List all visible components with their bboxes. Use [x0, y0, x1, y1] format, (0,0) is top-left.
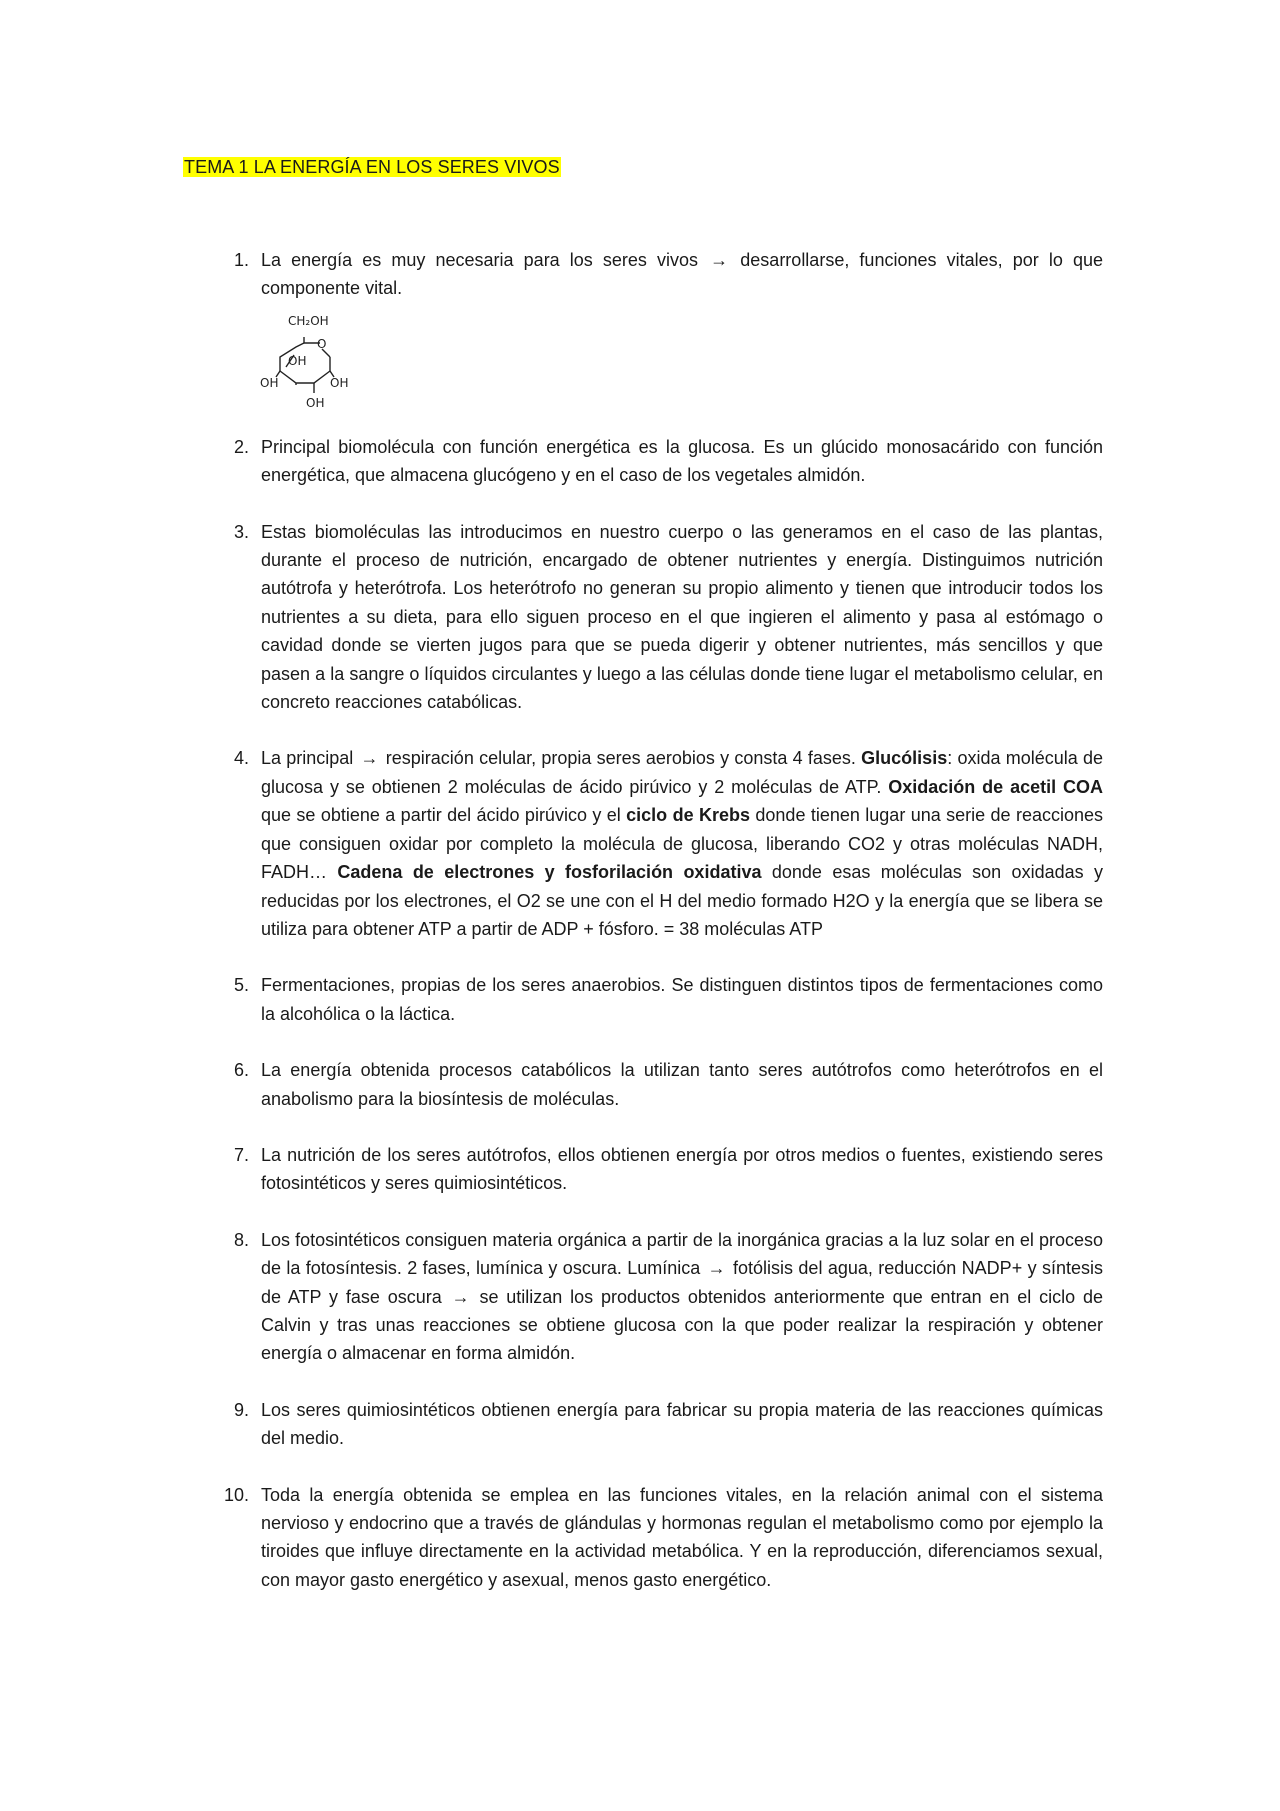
document-title [183, 156, 561, 178]
list-item-3 [183, 518, 1103, 717]
list-item-1 [183, 246, 1103, 419]
item-text-part: fotólisis del agua, reducción NADP+ y síntesis de ATP y fase oscura [261, 1258, 1103, 1307]
item-number: 6. [233, 1060, 249, 1081]
item-text: Fermentaciones, propias de los seres anaerobios. Se distinguen distintos tipos de fermentaciones como la alcohólica o la láctica. [261, 975, 1103, 1024]
left-oh-label: OH [260, 375, 279, 390]
item-text-part: donde tienen lugar una serie de reacciones que consiguen oxidar por completo la molécula de glucosa, liberando CO2 y otras moléculas NADH, FADH… [261, 805, 1104, 883]
list-item-6 [183, 1056, 1103, 1113]
item-text-part: desarrollarse, funciones vitales, por lo que componente vital. [261, 250, 1103, 299]
item-text: Principal biomolécula con función energética es la glucosa. Es un glúcido monosacárido con función energética, que almacena glucógeno y en el caso de los vegetales almidón. [261, 436, 1103, 486]
item-text-part: donde esas moléculas son oxidadas y reducidas por los electrones, el O2 se une con el H del medio formado H2O y la energía que se libera se utiliza para obtener ATP a partir de ADP + fósforo. = 38 moléculas ATP [261, 862, 1104, 939]
item-text: La nutrición de los seres autótrofos, ellos obtienen energía por otros medios o fuentes, existiendo seres fotosintéticos y seres quimiosintéticos. [261, 1144, 1103, 1194]
bold-term-glucolisis: Glucólisis [861, 748, 948, 769]
item-number: 5. [233, 975, 249, 996]
item-number: 9. [233, 1399, 249, 1420]
item-number: 1. [233, 250, 249, 270]
list-item-9 [183, 1396, 1103, 1453]
item-text: La energía obtenida procesos catabólicos la utilizan tanto seres autótrofos como heterótrofos en el anabolismo para la biosíntesis de moléculas. [261, 1060, 1103, 1109]
item-text-part: respiración celular, propia seres aerobios y consta 4 fases. [380, 748, 862, 769]
arrow-icon: → [707, 1258, 726, 1279]
bold-term-oxidacion: Oxidación de acetil COA [888, 776, 1103, 797]
item-number: 7. [233, 1144, 249, 1165]
inner-oh-label: OH [288, 353, 307, 368]
highlighted-title-text: TEMA 1 LA ENERGÍA EN LOS SERES VIVOS [184, 157, 560, 177]
bold-term-cadena: Cadena de electrones y fosforilación oxidativa [337, 862, 762, 883]
item-number: 4. [233, 748, 249, 769]
bottom-oh-label: OH [306, 395, 325, 410]
item-number: 2. [233, 436, 249, 457]
list-item-7 [183, 1141, 1103, 1198]
list-item-8 [183, 1226, 1103, 1368]
item-text: Estas biomoléculas las introducimos en nuestro cuerpo o las generamos en el caso de las plantas, durante el proceso de nutrición, encargado de obtener nutrientes y energía. Distinguimos nutrición autótrofa y heterótrofa. Los heterótrofo no generan su propio alimento y tienen que introducir todos los nutrientes a su dieta, para ello siguen proceso en el que ingieren el alimento y pasa al estómago o cavidad donde se vierten jugos para que se pueda digerir y obtener nutrientes, más sencillos y que pasen a la sangre o líquidos circulantes y luego a las células donde tiene lugar el metabolismo celular, en concreto reacciones catabólicas. [261, 521, 1103, 713]
list-item-4 [183, 744, 1103, 943]
item-text-part: que se obtiene a partir del ácido pirúvico y el [261, 805, 627, 826]
list-item-5 [183, 971, 1103, 1028]
list-item-2 [183, 433, 1103, 490]
arrow-icon: → [360, 748, 379, 769]
numbered-list [183, 246, 1103, 1622]
item-number: 8. [233, 1229, 249, 1250]
glucose-structure-diagram [258, 307, 368, 419]
arrow-icon: → [710, 250, 729, 270]
item-text-part: : oxida molécula de glucosa y se obtienen 2 moléculas de ácido pirúvico y 2 moléculas de ATP. [261, 748, 1104, 797]
arrow-icon: → [451, 1286, 470, 1307]
item-number: 3. [233, 521, 249, 542]
item-text-part: La principal [261, 748, 359, 769]
right-oh-label: OH [330, 375, 349, 390]
item-text: Los seres quimiosintéticos obtienen energía para fabricar su propia materia de las reacciones químicas del medio. [261, 1399, 1103, 1449]
item-text-part: Los fotosintéticos consiguen materia orgánica a partir de la inorgánica gracias a la luz solar en el proceso de la fotosíntesis. 2 fases, lumínica y oscura. Lumínica [261, 1229, 1103, 1279]
item-text-part: La energía es muy necesaria para los seres vivos [261, 250, 709, 270]
item-number: 10. [223, 1484, 249, 1505]
list-item-10 [183, 1481, 1103, 1595]
bold-term-krebs: ciclo de Krebs [626, 805, 750, 826]
ch2oh-label: CH₂OH [288, 313, 329, 328]
item-text: Toda la energía obtenida se emplea en las funciones vitales, en la relación animal con el sistema nervioso y endocrino que a través de glándulas y hormonas regulan el metabolismo como por ejemplo la tiroides que influye directamente en la actividad metabólica. Y en la reproducción, diferenciamos sexual, con mayor gasto energético y asexual, menos gasto energético. [261, 1484, 1103, 1590]
item-text-part: se utilizan los productos obtenidos anteriormente que entran en el ciclo de Calvin y tras unas reacciones se obtiene glucosa con la que poder realizar la respiración y obtener energía o almacenar en forma almidón. [261, 1286, 1103, 1364]
ring-oxygen-label: O [317, 336, 327, 351]
